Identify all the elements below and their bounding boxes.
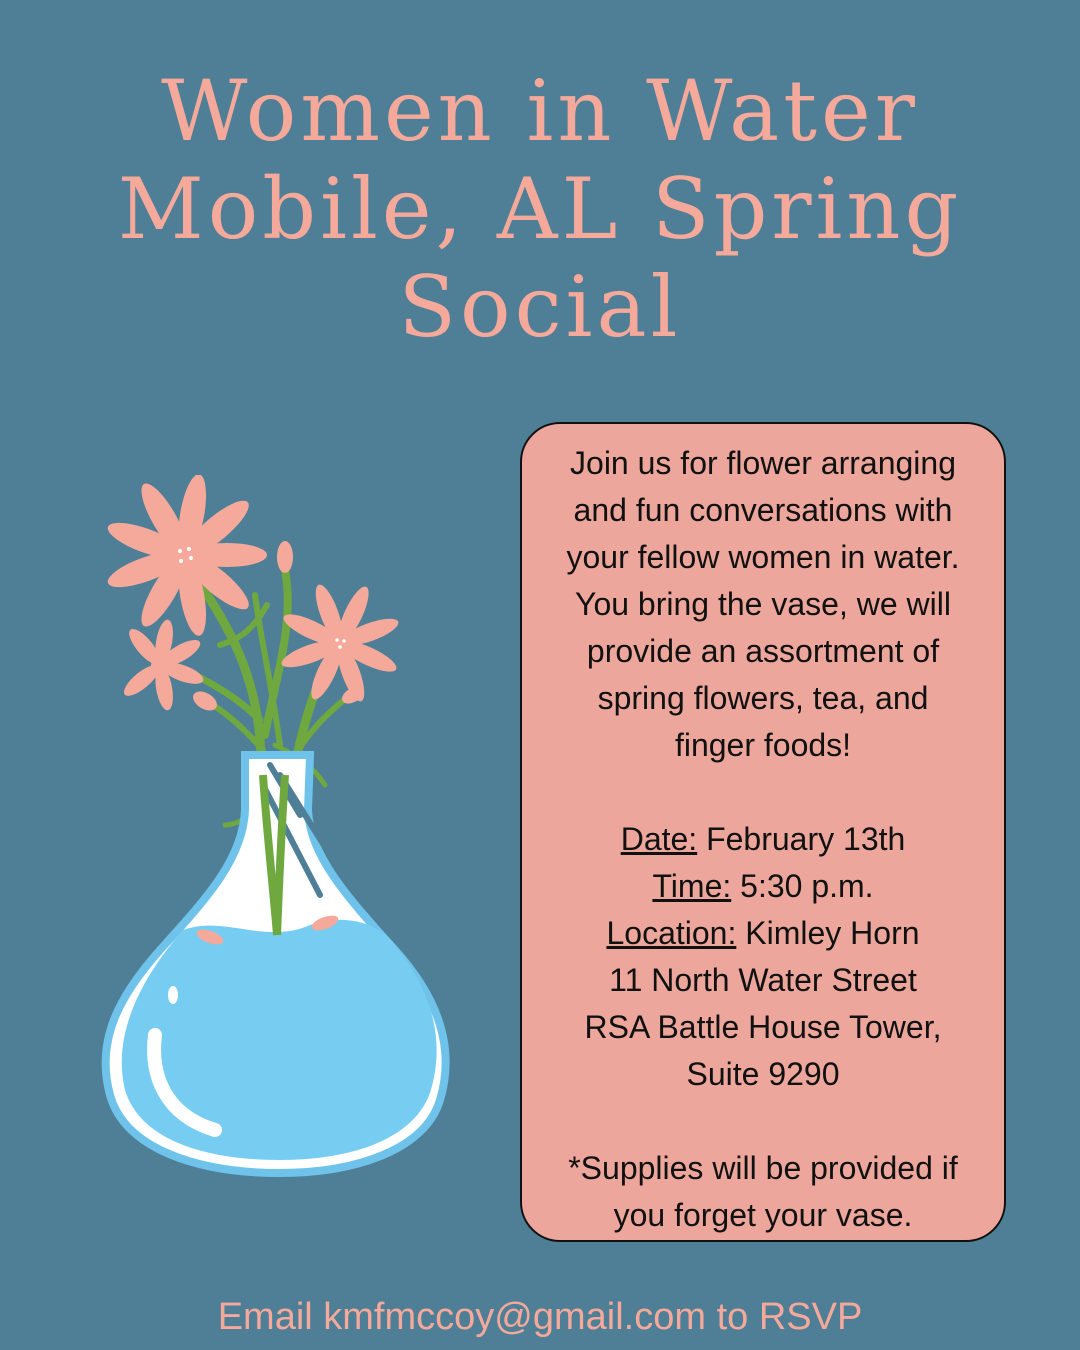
note-line: *Supplies will be provided if: [568, 1150, 958, 1186]
flower-large: [104, 475, 267, 638]
description-line: and fun conversations with: [573, 492, 953, 528]
title-line: Women in Water: [161, 62, 919, 160]
date-row: [530, 816, 996, 863]
date-value: February 13th: [706, 821, 906, 857]
description-line: spring flowers, tea, and: [597, 680, 929, 716]
spacer: [530, 769, 996, 816]
time-row: [530, 863, 996, 910]
event-title: [0, 62, 1080, 356]
rsvp-text: Email kmfmccoy@gmail.com to RSVP: [217, 1296, 863, 1338]
time-label: Time:: [652, 868, 732, 904]
location-label: Location:: [606, 915, 737, 951]
title-line: Social: [398, 258, 682, 356]
title-line: Mobile, AL Spring: [117, 160, 963, 258]
location-value: Kimley Horn: [745, 915, 920, 951]
address-line: Suite 9290: [686, 1056, 840, 1092]
note-line: you forget your vase.: [613, 1197, 913, 1233]
flower-small: [120, 618, 206, 711]
time-value: 5:30 p.m.: [740, 868, 874, 904]
event-details-card: [520, 422, 1006, 1242]
address-line: RSA Battle House Tower,: [584, 1009, 942, 1045]
description-line: Join us for flower arranging: [570, 445, 956, 481]
spacer: [530, 1098, 996, 1145]
description-line: You bring the vase, we will: [575, 586, 951, 622]
description-line: finger foods!: [674, 727, 852, 763]
location-row: [530, 910, 996, 957]
flower-right: [279, 582, 402, 705]
description-line: provide an assortment of: [586, 633, 940, 669]
address-line: 11 North Water Street: [609, 962, 917, 998]
date-label: Date:: [620, 821, 698, 857]
vase-body: [106, 755, 446, 1173]
flower-vase-icon: [95, 475, 465, 1180]
description-line: your fellow women in water.: [566, 539, 960, 575]
